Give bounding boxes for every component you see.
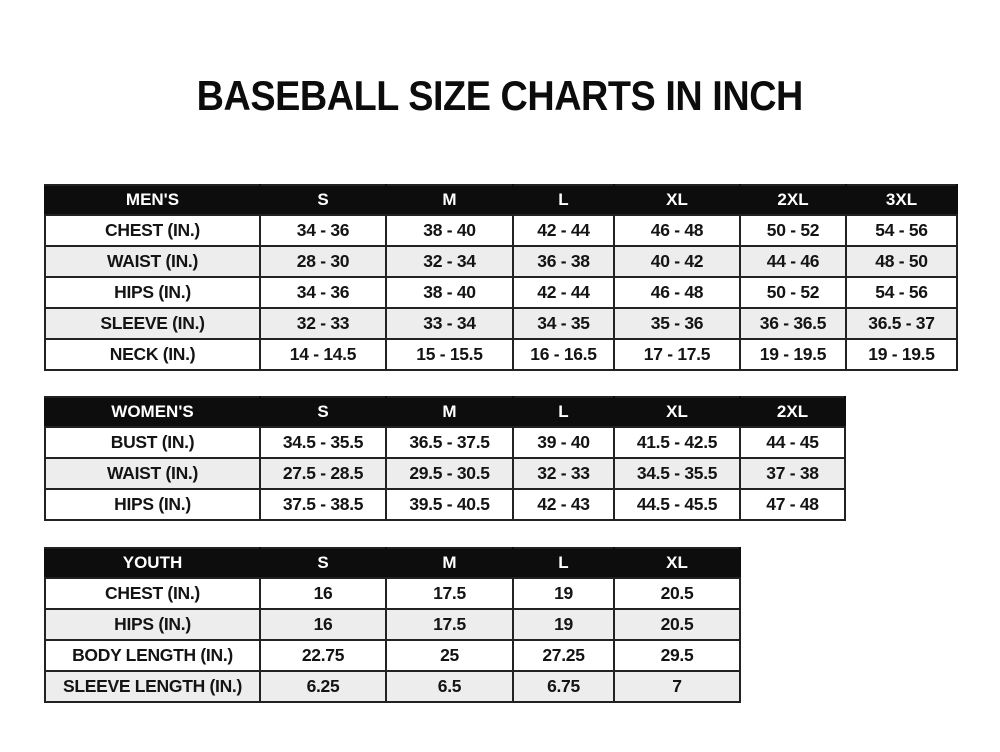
youth-size-table bbox=[44, 547, 741, 703]
size-cell: 20.5 bbox=[614, 609, 740, 640]
size-cell: 44.5 - 45.5 bbox=[614, 489, 740, 520]
size-cell: 27.25 bbox=[513, 640, 614, 671]
size-cell: 6.25 bbox=[260, 671, 386, 702]
size-cell: 42 - 44 bbox=[513, 215, 614, 246]
table-row bbox=[45, 277, 957, 308]
size-cell: 19 bbox=[513, 609, 614, 640]
size-cell: 19 bbox=[513, 578, 614, 609]
size-cell: 6.5 bbox=[386, 671, 513, 702]
size-cell: 46 - 48 bbox=[614, 277, 740, 308]
row-label: CHEST (IN.) bbox=[45, 215, 260, 246]
size-cell: 17 - 17.5 bbox=[614, 339, 740, 370]
page-title bbox=[0, 74, 1000, 118]
row-label: CHEST (IN.) bbox=[45, 578, 260, 609]
table-row bbox=[45, 640, 740, 671]
size-cell: 32 - 33 bbox=[513, 458, 614, 489]
row-label: HIPS (IN.) bbox=[45, 277, 260, 308]
column-header-s: S bbox=[260, 185, 386, 215]
youth-group-label: YOUTH bbox=[45, 548, 260, 578]
size-cell: 47 - 48 bbox=[740, 489, 845, 520]
size-cell: 36 - 36.5 bbox=[740, 308, 846, 339]
size-cell: 36.5 - 37 bbox=[846, 308, 957, 339]
size-cell: 36.5 - 37.5 bbox=[386, 427, 513, 458]
size-cell: 36 - 38 bbox=[513, 246, 614, 277]
size-cell: 15 - 15.5 bbox=[386, 339, 513, 370]
womens-group-label: WOMEN'S bbox=[45, 397, 260, 427]
size-cell: 35 - 36 bbox=[614, 308, 740, 339]
column-header-m: M bbox=[386, 185, 513, 215]
size-cell: 17.5 bbox=[386, 578, 513, 609]
row-label: HIPS (IN.) bbox=[45, 609, 260, 640]
size-cell: 6.75 bbox=[513, 671, 614, 702]
size-cell: 38 - 40 bbox=[386, 277, 513, 308]
mens-group-label: MEN'S bbox=[45, 185, 260, 215]
size-cell: 42 - 44 bbox=[513, 277, 614, 308]
size-cell: 19 - 19.5 bbox=[846, 339, 957, 370]
column-header-s: S bbox=[260, 548, 386, 578]
size-cell: 22.75 bbox=[260, 640, 386, 671]
column-header-3xl: 3XL bbox=[846, 185, 957, 215]
womens-size-table bbox=[44, 396, 846, 521]
size-cell: 34 - 36 bbox=[260, 277, 386, 308]
row-label: SLEEVE LENGTH (IN.) bbox=[45, 671, 260, 702]
size-cell: 17.5 bbox=[386, 609, 513, 640]
size-cell: 34.5 - 35.5 bbox=[260, 427, 386, 458]
column-header-2xl: 2XL bbox=[740, 185, 846, 215]
size-cell: 39.5 - 40.5 bbox=[386, 489, 513, 520]
row-label: WAIST (IN.) bbox=[45, 458, 260, 489]
size-cell: 27.5 - 28.5 bbox=[260, 458, 386, 489]
size-cell: 38 - 40 bbox=[386, 215, 513, 246]
youth-size-table-section bbox=[44, 547, 1000, 703]
size-cell: 54 - 56 bbox=[846, 277, 957, 308]
column-header-l: L bbox=[513, 185, 614, 215]
size-cell: 37.5 - 38.5 bbox=[260, 489, 386, 520]
size-cell: 50 - 52 bbox=[740, 215, 846, 246]
table-row bbox=[45, 578, 740, 609]
row-label: NECK (IN.) bbox=[45, 339, 260, 370]
size-cell: 16 bbox=[260, 578, 386, 609]
table-row bbox=[45, 427, 845, 458]
column-header-xl: XL bbox=[614, 397, 740, 427]
size-cell: 48 - 50 bbox=[846, 246, 957, 277]
size-tables-container bbox=[44, 184, 1000, 703]
column-header-l: L bbox=[513, 548, 614, 578]
table-row bbox=[45, 246, 957, 277]
size-cell: 34 - 36 bbox=[260, 215, 386, 246]
size-cell: 32 - 34 bbox=[386, 246, 513, 277]
size-cell: 46 - 48 bbox=[614, 215, 740, 246]
size-cell: 37 - 38 bbox=[740, 458, 845, 489]
size-cell: 14 - 14.5 bbox=[260, 339, 386, 370]
header-row bbox=[45, 185, 957, 215]
size-cell: 44 - 45 bbox=[740, 427, 845, 458]
size-cell: 20.5 bbox=[614, 578, 740, 609]
size-cell: 40 - 42 bbox=[614, 246, 740, 277]
size-cell: 34.5 - 35.5 bbox=[614, 458, 740, 489]
table-row bbox=[45, 308, 957, 339]
column-header-s: S bbox=[260, 397, 386, 427]
size-cell: 44 - 46 bbox=[740, 246, 846, 277]
size-cell: 34 - 35 bbox=[513, 308, 614, 339]
size-cell: 39 - 40 bbox=[513, 427, 614, 458]
table-row bbox=[45, 671, 740, 702]
header-row bbox=[45, 548, 740, 578]
size-cell: 19 - 19.5 bbox=[740, 339, 846, 370]
mens-size-table bbox=[44, 184, 958, 371]
size-cell: 50 - 52 bbox=[740, 277, 846, 308]
size-cell: 28 - 30 bbox=[260, 246, 386, 277]
table-row bbox=[45, 609, 740, 640]
size-cell: 41.5 - 42.5 bbox=[614, 427, 740, 458]
column-header-m: M bbox=[386, 397, 513, 427]
size-cell: 16 - 16.5 bbox=[513, 339, 614, 370]
size-cell: 42 - 43 bbox=[513, 489, 614, 520]
column-header-xl: XL bbox=[614, 185, 740, 215]
size-cell: 16 bbox=[260, 609, 386, 640]
size-cell: 32 - 33 bbox=[260, 308, 386, 339]
column-header-l: L bbox=[513, 397, 614, 427]
page-title-text: BASEBALL SIZE CHARTS IN INCH bbox=[196, 72, 804, 119]
size-cell: 29.5 bbox=[614, 640, 740, 671]
column-header-m: M bbox=[386, 548, 513, 578]
mens-size-table-section bbox=[44, 184, 1000, 371]
womens-size-table-section bbox=[44, 396, 1000, 521]
table-row bbox=[45, 458, 845, 489]
row-label: SLEEVE (IN.) bbox=[45, 308, 260, 339]
header-row bbox=[45, 397, 845, 427]
row-label: WAIST (IN.) bbox=[45, 246, 260, 277]
size-cell: 7 bbox=[614, 671, 740, 702]
size-cell: 29.5 - 30.5 bbox=[386, 458, 513, 489]
size-cell: 25 bbox=[386, 640, 513, 671]
table-row bbox=[45, 489, 845, 520]
row-label: BODY LENGTH (IN.) bbox=[45, 640, 260, 671]
row-label: HIPS (IN.) bbox=[45, 489, 260, 520]
row-label: BUST (IN.) bbox=[45, 427, 260, 458]
table-row bbox=[45, 215, 957, 246]
column-header-2xl: 2XL bbox=[740, 397, 845, 427]
column-header-xl: XL bbox=[614, 548, 740, 578]
size-cell: 33 - 34 bbox=[386, 308, 513, 339]
table-row bbox=[45, 339, 957, 370]
size-cell: 54 - 56 bbox=[846, 215, 957, 246]
